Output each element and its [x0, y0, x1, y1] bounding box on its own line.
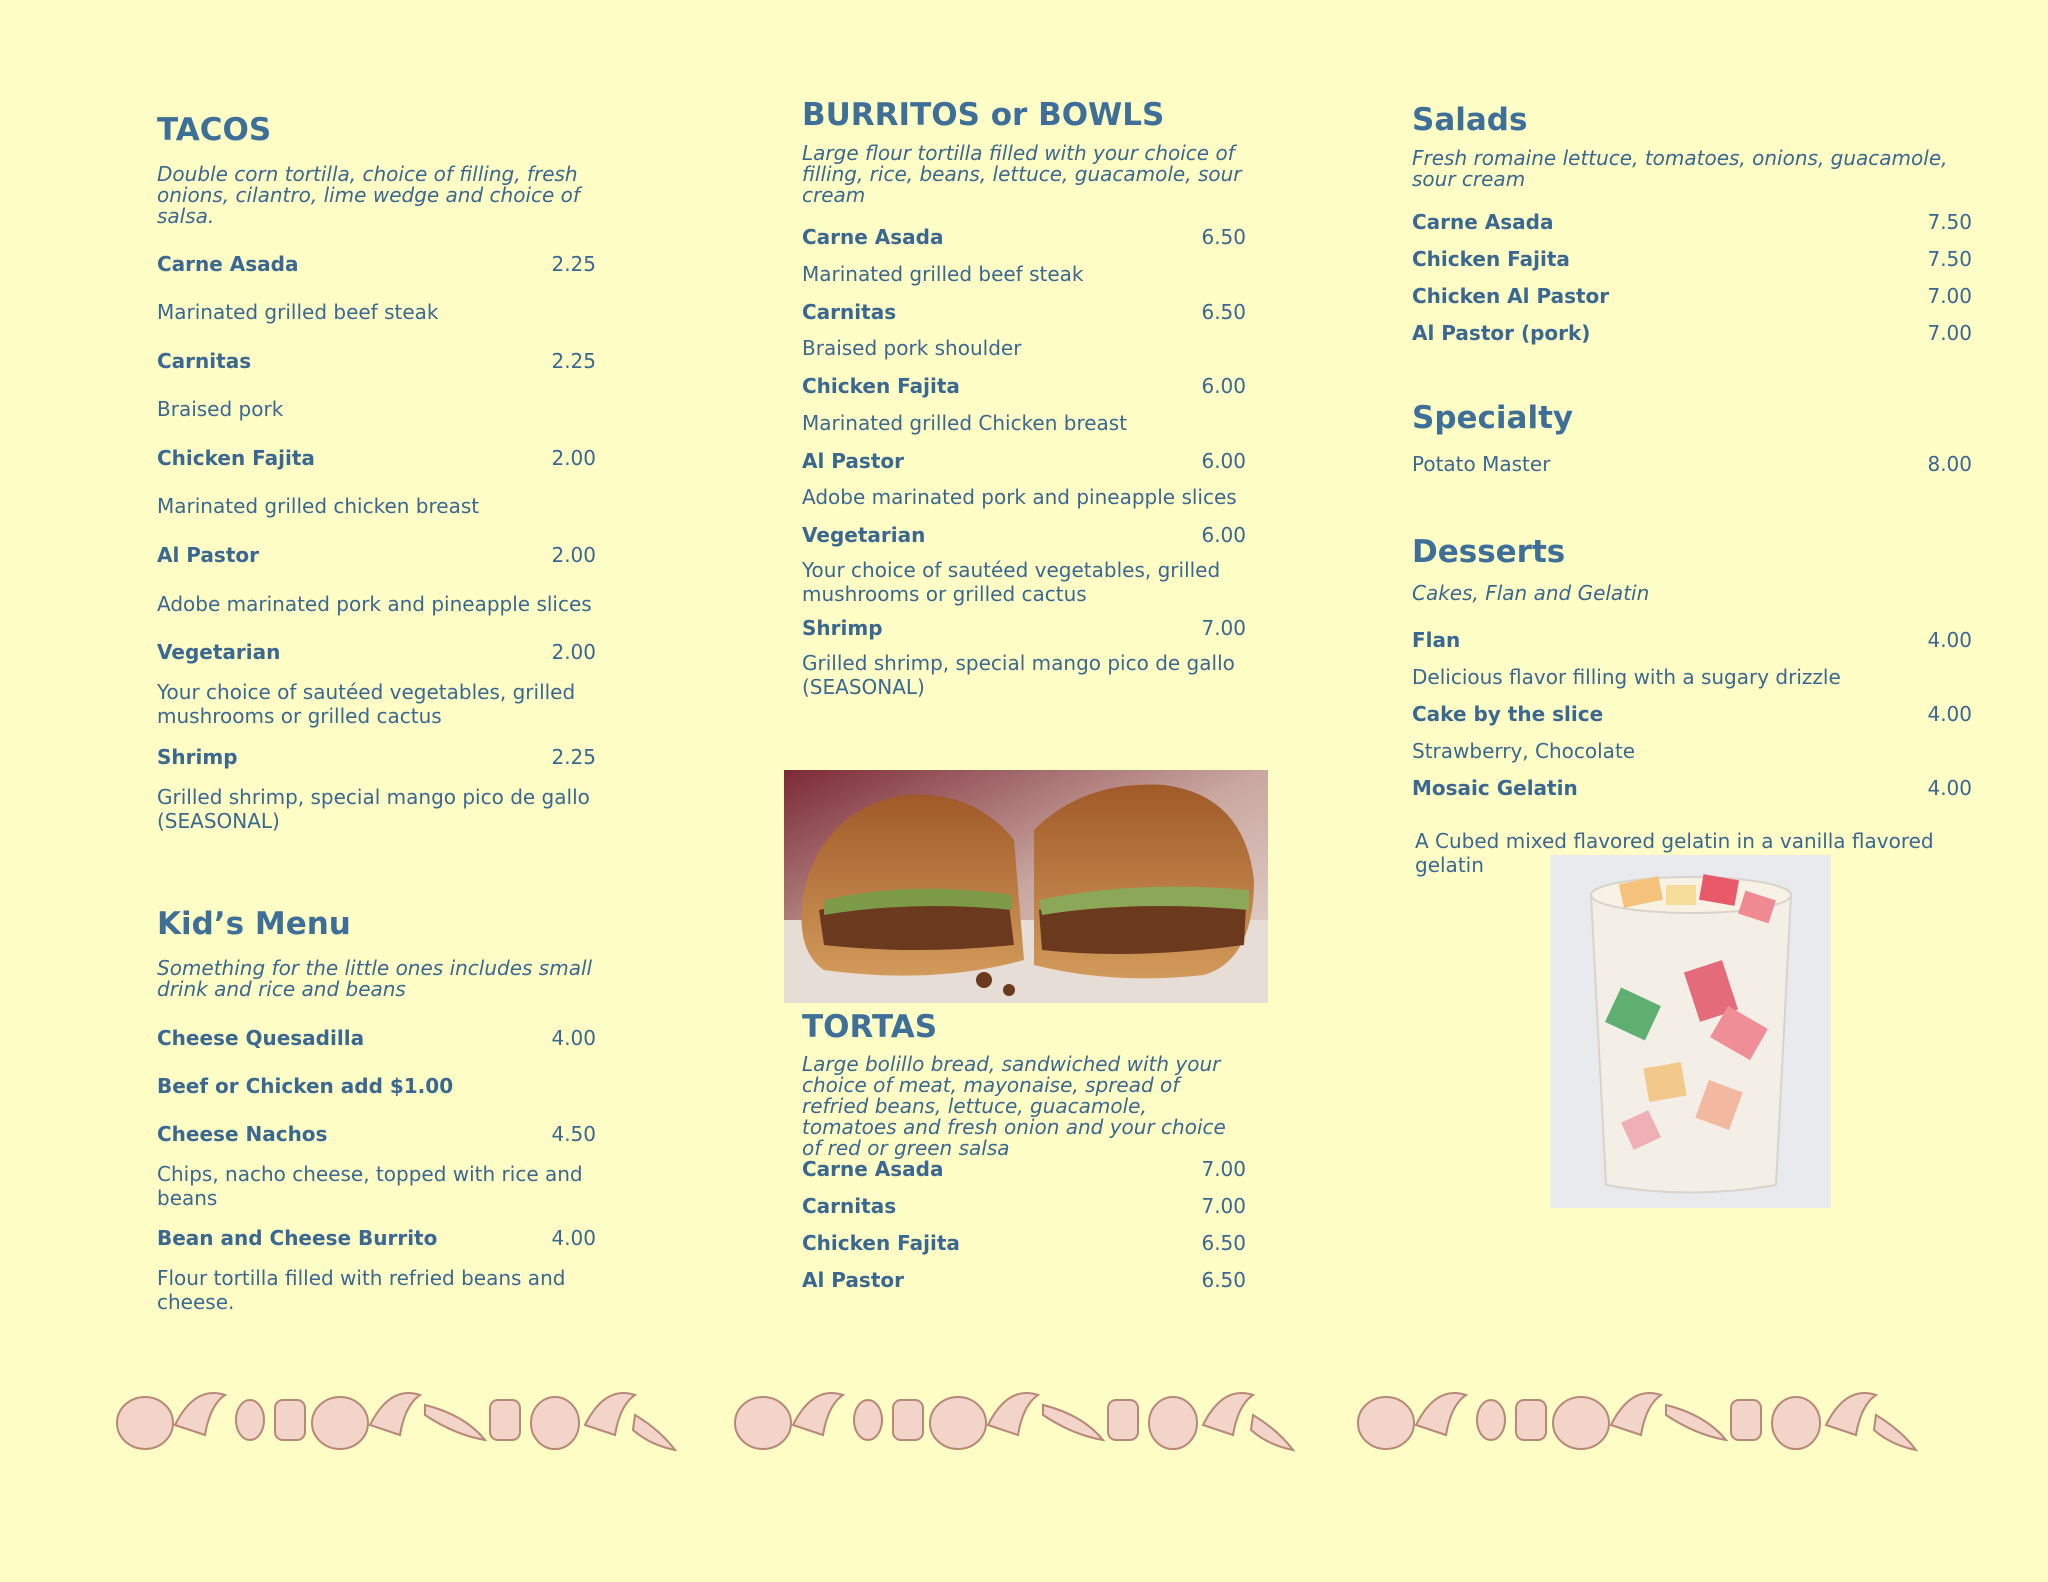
- decorative-border-center: [733, 1375, 1298, 1460]
- torta-photo: [784, 770, 1268, 1003]
- menu-item-name: Carne Asada: [1412, 210, 1554, 234]
- menu-item-price: 6.00: [1201, 449, 1246, 473]
- menu-item-name: Flan: [1412, 628, 1461, 652]
- menu-item-name: Cheese Nachos: [157, 1122, 328, 1146]
- menu-item-price: 7.00: [1201, 1194, 1246, 1218]
- menu-item-name: Cheese Quesadilla: [157, 1026, 365, 1050]
- desserts-description: Cakes, Flan and Gelatin: [1412, 581, 1650, 605]
- menu-item-name: Carnitas: [802, 1194, 897, 1218]
- menu-item-price: 7.50: [1927, 247, 1972, 271]
- kids-menu-description: Something for the little ones includes small drink and rice and beans: [157, 956, 593, 1001]
- menu-item-price: 4.00: [1927, 628, 1972, 652]
- menu-item-description: Flour tortilla filled with refried beans and cheese.: [157, 1266, 566, 1314]
- menu-item-name: Chicken Fajita: [802, 374, 960, 398]
- menu-item-price: 7.00: [1927, 321, 1972, 345]
- menu-item-price: 6.50: [1201, 300, 1246, 324]
- menu-item-price: 2.00: [551, 543, 596, 567]
- decorative-border-left: [115, 1375, 680, 1460]
- menu-item-price: 7.50: [1927, 210, 1972, 234]
- menu-item-description: Adobe marinated pork and pineapple slices: [802, 485, 1237, 509]
- menu-item-description: Marinated grilled beef steak: [802, 262, 1084, 286]
- menu-item-name: Al Pastor: [157, 543, 259, 567]
- menu-item-price: 4.00: [1927, 702, 1972, 726]
- menu-item-description: Strawberry, Chocolate: [1412, 739, 1636, 763]
- salads-heading: Salads: [1412, 102, 1528, 138]
- menu-item-name: Potato Master: [1412, 452, 1551, 476]
- menu-item-name: Al Pastor: [802, 449, 904, 473]
- menu-item-description: Marinated grilled chicken breast: [157, 494, 480, 518]
- kids-menu-heading: Kid’s Menu: [157, 906, 351, 942]
- menu-item-name: Carne Asada: [802, 225, 944, 249]
- menu-item-description: Grilled shrimp, special mango pico de gallo (SEASONAL): [802, 651, 1235, 699]
- menu-item-name: Carnitas: [802, 300, 897, 324]
- menu-item-price: 6.00: [1201, 523, 1246, 547]
- tacos-heading: TACOS: [157, 112, 272, 148]
- menu-item-description: Grilled shrimp, special mango pico de gallo (SEASONAL): [157, 785, 590, 833]
- menu-item-description: Your choice of sautéed vegetables, grilled mushrooms or grilled cactus: [802, 558, 1221, 606]
- menu-item-name: Carne Asada: [157, 252, 299, 276]
- menu-item-name: Chicken Fajita: [802, 1231, 960, 1255]
- menu-item-price: 6.50: [1201, 1231, 1246, 1255]
- menu-item-name: Carne Asada: [802, 1157, 944, 1181]
- menu-item-price: 4.00: [551, 1026, 596, 1050]
- menu-item-description: Braised pork: [157, 397, 284, 421]
- menu-item-description: Your choice of sautéed vegetables, grilled mushrooms or grilled cactus: [157, 680, 576, 728]
- menu-item-price: 2.00: [551, 446, 596, 470]
- burritos-description: Large flour tortilla filled with your choice of filling, rice, beans, lettuce, guacamole, sour cream: [802, 141, 1242, 207]
- menu-item-name: Chicken Fajita: [157, 446, 315, 470]
- menu-item-description: Adobe marinated pork and pineapple slices: [157, 592, 592, 616]
- tacos-description: Double corn tortilla, choice of filling, fresh onions, cilantro, lime wedge and choice of salsa.: [157, 162, 580, 228]
- menu-item-name: Carnitas: [157, 349, 252, 373]
- menu-item-name: Mosaic Gelatin: [1412, 776, 1578, 800]
- menu-item-price: 7.00: [1201, 616, 1246, 640]
- menu-item-name: Beef or Chicken add $1.00: [157, 1074, 454, 1098]
- menu-item-price: 2.25: [551, 745, 596, 769]
- menu-item-price: 7.00: [1201, 1157, 1246, 1181]
- menu-item-price: 4.00: [551, 1226, 596, 1250]
- specialty-heading: Specialty: [1412, 400, 1574, 436]
- menu-item-name: Cake by the slice: [1412, 702, 1604, 726]
- tortas-description: Large bolillo bread, sandwiched with your choice of meat, mayonaise, spread of refried beans, lettuce, guacamole, tomatoes and fresh onion and your choice of red or green salsa: [802, 1052, 1226, 1160]
- gelatin-photo: [1551, 855, 1831, 1208]
- menu-item-description: Marinated grilled Chicken breast: [802, 411, 1128, 435]
- menu-item-name: Chicken Al Pastor: [1412, 284, 1610, 308]
- menu-item-name: Bean and Cheese Burrito: [157, 1226, 438, 1250]
- menu-item-price: 2.25: [551, 349, 596, 373]
- menu-item-price: 6.50: [1201, 1268, 1246, 1292]
- menu-item-description: Delicious flavor filling with a sugary drizzle: [1412, 665, 1841, 689]
- menu-item-name: Shrimp: [157, 745, 238, 769]
- menu-item-description: Chips, nacho cheese, topped with rice and beans: [157, 1162, 583, 1210]
- menu-item-name: Shrimp: [802, 616, 883, 640]
- desserts-heading: Desserts: [1412, 534, 1566, 570]
- menu-item-price: 4.00: [1927, 776, 1972, 800]
- menu-item-name: Al Pastor: [802, 1268, 904, 1292]
- menu-item-name: Chicken Fajita: [1412, 247, 1570, 271]
- menu-item-name: Vegetarian: [802, 523, 926, 547]
- menu-item-description: A Cubed mixed flavored gelatin in a vanilla flavored gelatin: [1415, 829, 1934, 877]
- burritos-heading: BURRITOS or BOWLS: [802, 97, 1165, 133]
- menu-item-description: Marinated grilled beef steak: [157, 300, 439, 324]
- menu-item-price: 8.00: [1927, 452, 1972, 476]
- menu-item-price: 7.00: [1927, 284, 1972, 308]
- salads-description: Fresh romaine lettuce, tomatoes, onions, guacamole, sour cream: [1412, 146, 1948, 191]
- menu-item-price: 4.50: [551, 1122, 596, 1146]
- menu-item-price: 6.00: [1201, 374, 1246, 398]
- menu-item-price: 2.00: [551, 640, 596, 664]
- menu-item-name: Al Pastor (pork): [1412, 321, 1591, 345]
- decorative-border-right: [1356, 1375, 1921, 1460]
- tortas-heading: TORTAS: [802, 1009, 938, 1045]
- menu-item-description: Braised pork shoulder: [802, 336, 1022, 360]
- menu-item-name: Vegetarian: [157, 640, 281, 664]
- menu-item-price: 6.50: [1201, 225, 1246, 249]
- menu-item-price: 2.25: [551, 252, 596, 276]
